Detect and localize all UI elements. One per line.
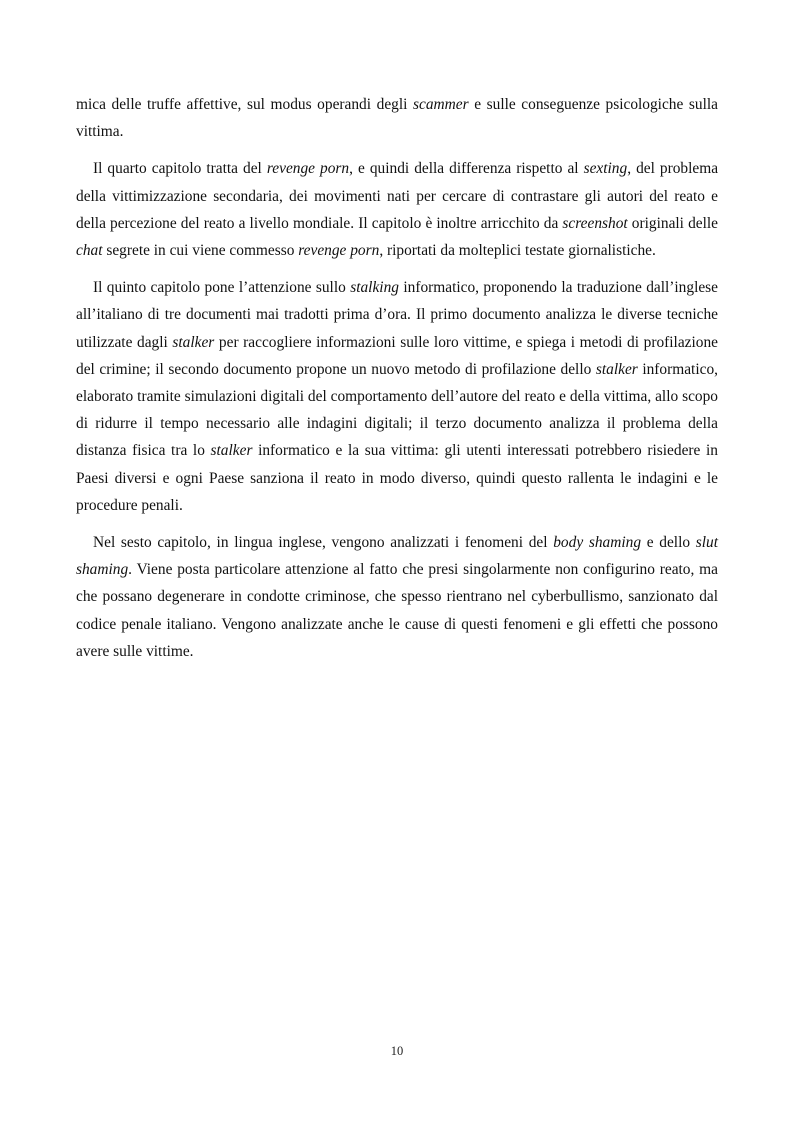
italic-term: stalker: [172, 333, 215, 351]
text-run: e dello: [641, 534, 696, 552]
italic-term: slut shaming: [76, 534, 719, 579]
italic-term: screenshot: [562, 214, 628, 232]
text-run: , del problema della vittimizzazione secondaria, dei movimenti nati per cercare di contrastare gli autori del reato e della percezione del reato a livello mondiale. Il capitolo è inoltre arricchito da: [76, 160, 719, 232]
text-run: informatico e la sua vittima: gli utenti interessati potrebbero risiedere in Paesi diversi e ogni Paese sanziona il reato in modo diverso, quindi questo rallenta le indagini e le procedure penali.: [76, 442, 718, 514]
italic-term: revenge porn: [298, 242, 380, 260]
italic-term: stalker: [595, 360, 638, 378]
body-text: [76, 91, 718, 675]
italic-term: scammer: [413, 96, 469, 113]
text-run: per raccogliere informazioni sulle loro vittime, e spiega i metodi di profilazione del crimine; il secondo documento propone un nuovo metodo di profilazione dello: [76, 333, 718, 378]
text-run: segrete in cui viene commesso: [102, 242, 299, 260]
text-run: . Viene posta particolare attenzione al fatto che presi singolarmente non configurino reato, ma che possano degenerare in condotte criminose, che spesso rientrano nel cyberbullismo, sanzionato dal codice penale italiano. Vengono analizzate anche le cause di questi fenomeni e gli effetti che possono avere sulle vittime.: [76, 561, 718, 660]
italic-term: revenge porn: [266, 160, 350, 178]
italic-term: sexting: [583, 160, 628, 178]
text-run: mica delle truffe affettive, sul modus operandi degli: [76, 96, 414, 113]
paragraph-2: [76, 155, 718, 264]
text-run: , riportati da molteplici testate giornalistiche.: [379, 242, 656, 260]
page-number: 10: [390, 1044, 404, 1058]
italic-term: stalker: [210, 442, 253, 460]
paragraph-3: [76, 274, 718, 519]
text-run: Il quinto capitolo pone l’attenzione sullo: [93, 279, 351, 297]
italic-term: body shaming: [553, 534, 642, 552]
paragraph-4: [76, 529, 718, 665]
italic-term: stalking: [350, 279, 399, 297]
text-run: originali delle: [627, 214, 718, 232]
text-run: informatico, elaborato tramite simulazioni digitali del comportamento dell’autore del reato e della vittima, allo scopo di ridurre il tempo necessario alle indagini digitali; il terzo documento analizza il problema della distanza fisica tra lo: [76, 360, 718, 460]
text-run: Il quarto capitolo tratta del: [93, 160, 267, 178]
text-run: informatico, proponendo la traduzione dall’inglese all’italiano di tre documenti mai tradotti prima d’ora. Il primo documento analizza le diverse tecniche utilizzate dagli: [76, 279, 718, 351]
text-run: , e quindi della differenza rispetto al: [349, 160, 584, 178]
text-run: Nel sesto capitolo, in lingua inglese, vengono analizzati i fenomeni del: [93, 534, 554, 552]
paragraph-1: [76, 91, 718, 145]
text-run: e sulle conseguenze psicologiche sulla vittima.: [76, 96, 718, 141]
italic-term: chat: [76, 242, 103, 260]
